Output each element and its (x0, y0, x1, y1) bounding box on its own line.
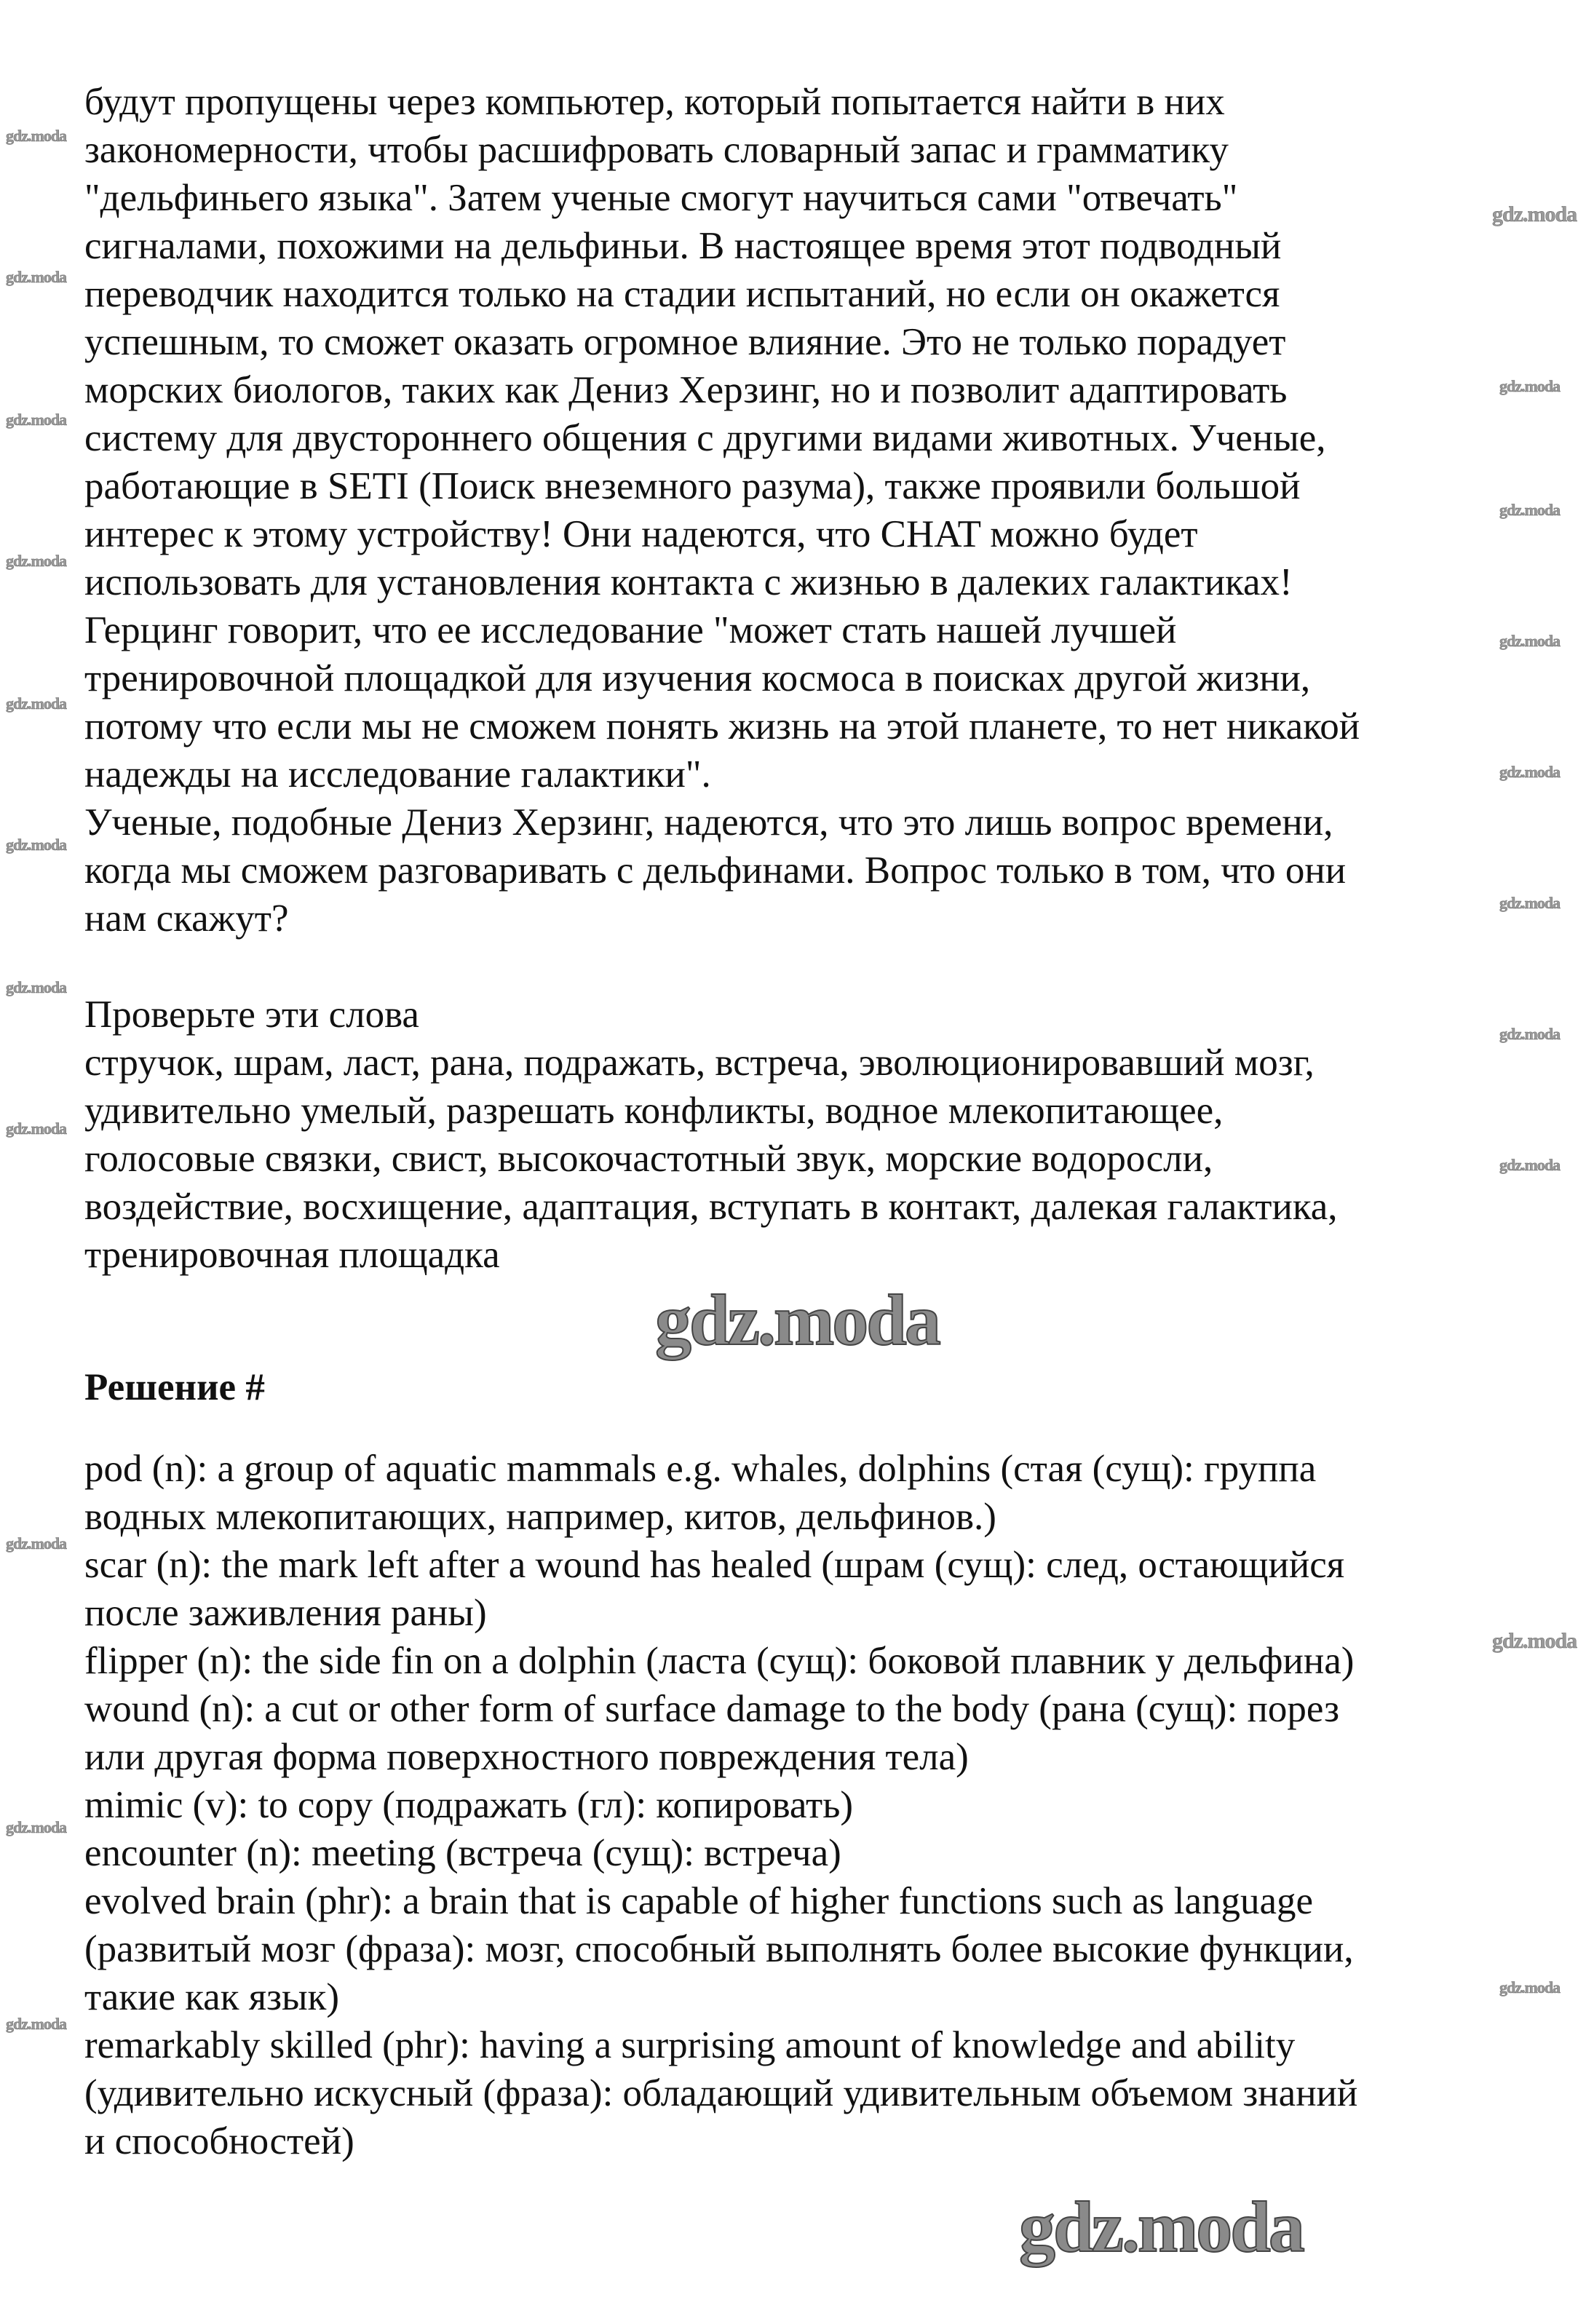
watermark: gdz.moda (1492, 202, 1577, 226)
watermark: gdz.moda (6, 1534, 67, 1552)
watermark: gdz.moda (1499, 763, 1561, 781)
solution-lines (84, 1445, 1357, 2165)
solution-heading: Решение # (84, 1366, 265, 1408)
watermark: gdz.moda (6, 2015, 67, 2033)
watermark: gdz.moda (1499, 632, 1561, 650)
text-line: нам скажут? (84, 897, 289, 940)
text-line: успешным, то сможет оказать огромное влияние. Это не только порадует (84, 321, 1286, 363)
watermark: gdz.moda (6, 978, 67, 996)
solution-line: (удивительно искусный (фраза): обладающий удивительным объемом знаний (84, 2072, 1358, 2114)
solution-section (84, 1363, 265, 1411)
solution-line: (развитый мозг (фраза): мозг, способный выполнять более высокие функции, (84, 1928, 1354, 1970)
text-line: когда мы сможем разговаривать с дельфинами. Вопрос только в том, что они (84, 849, 1347, 892)
watermark: gdz.moda (6, 694, 67, 713)
check-words-line: тренировочная площадка (84, 1234, 500, 1276)
solution-line: encounter (n): meeting (встреча (сущ): встреча) (84, 1832, 841, 1874)
watermark: gdz.moda (6, 1119, 67, 1138)
watermark: gdz.moda (6, 268, 67, 286)
watermark: gdz.moda (6, 1818, 67, 1836)
text-line: будут пропущены через компьютер, который попытается найти в них (84, 81, 1225, 123)
solution-line: flipper (n): the side fin on a dolphin (ласта (сущ): боковой плавник у дельфина) (84, 1640, 1355, 1682)
watermark: gdz.moda (1499, 377, 1561, 395)
watermark: gdz.moda (1492, 1629, 1577, 1653)
solution-line: pod (n): a group of aquatic mammals e.g. whales, dolphins (стая (сущ): группа (84, 1448, 1317, 1490)
text-line: систему для двустороннего общения с другими видами животных. Ученые, (84, 417, 1326, 459)
solution-line: водных млекопитающих, например, китов, дельфинов.) (84, 1496, 996, 1538)
solution-line: и способностей) (84, 2120, 354, 2162)
text-line: закономерности, чтобы расшифровать словарный запас и грамматику (84, 129, 1229, 171)
watermark: gdz.moda (1499, 501, 1561, 519)
solution-line: mimic (v): to copy (подражать (гл): копировать) (84, 1784, 854, 1826)
solution-line: после заживления раны) (84, 1592, 487, 1634)
watermark: gdz.moda (1499, 1978, 1561, 1996)
text-line: переводчик находится только на стадии испытаний, но если он окажется (84, 273, 1280, 315)
text-line: Ученые, подобные Дениз Херзинг, надеются, что это лишь вопрос времени, (84, 801, 1333, 844)
text-line: Герцинг говорит, что ее исследование "может стать нашей лучшей (84, 609, 1177, 651)
text-line: потому что если мы не сможем понять жизнь на этой планете, то нет никакой (84, 705, 1360, 747)
text-line: тренировочной площадкой для изучения космоса в поисках другой жизни, (84, 657, 1311, 699)
watermark: gdz.moda (6, 836, 67, 854)
text-line: морских биологов, таких как Дениз Херзинг, но и позволит адаптировать (84, 369, 1288, 411)
watermark-large: gdz.moda (655, 1280, 939, 1360)
watermark: gdz.moda (1499, 1156, 1561, 1174)
check-words-line: голосовые связки, свист, высокочастотный звук, морские водоросли, (84, 1138, 1213, 1180)
text-line: работающие в SETI (Поиск внеземного разума), также проявили большой (84, 465, 1301, 507)
text-line: интерес к этому устройству! Они надеются, что CHAT можно будет (84, 513, 1198, 555)
solution-line: scar (n): the mark left after a wound has healed (шрам (сущ): след, остающийся (84, 1544, 1345, 1586)
solution-line: remarkably skilled (phr): having a surprising amount of knowledge and ability (84, 2024, 1296, 2066)
text-line: сигналами, похожими на дельфиньи. В настоящее время этот подводный (84, 225, 1282, 267)
watermark: gdz.moda (6, 411, 67, 429)
check-words-line: воздействие, восхищение, адаптация, вступать в контакт, далекая галактика, (84, 1186, 1338, 1228)
check-words-title: Проверьте эти слова (84, 994, 419, 1036)
solution-line: evolved brain (phr): a brain that is capable of higher functions such as language (84, 1880, 1314, 1922)
watermark: gdz.moda (1499, 894, 1561, 912)
watermark: gdz.moda (6, 127, 67, 145)
text-line: использовать для установления контакта с жизнью в далеких галактиках! (84, 561, 1293, 603)
text-line: надежды на исследование галактики". (84, 753, 711, 796)
solution-line: или другая форма поверхностного повреждения тела) (84, 1736, 969, 1778)
check-words-line: стручок, шрам, ласт, рана, подражать, встреча, эволюционировавший мозг, (84, 1042, 1315, 1084)
watermark-large: gdz.moda (1019, 2186, 1303, 2267)
watermark: gdz.moda (1499, 1025, 1561, 1043)
solution-line: wound (n): a cut or other form of surface damage to the body (рана (сущ): порез (84, 1688, 1340, 1730)
solution-line: такие как язык) (84, 1976, 340, 2018)
text-line: "дельфиньего языка". Затем ученые смогут научиться сами "отвечать" (84, 177, 1238, 219)
watermark: gdz.moda (6, 552, 67, 570)
check-words-line: удивительно умелый, разрешать конфликты, водное млекопитающее, (84, 1090, 1224, 1132)
reading-text (84, 78, 1360, 1279)
